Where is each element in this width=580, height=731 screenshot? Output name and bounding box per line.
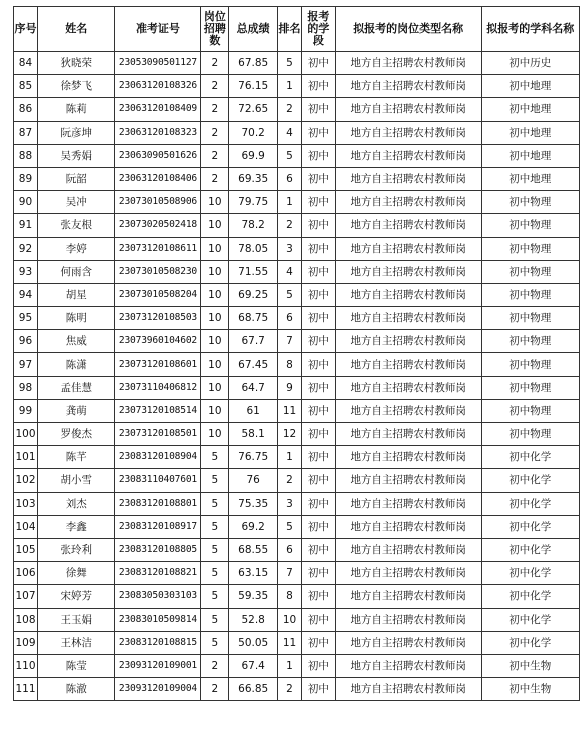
cell-post-type: 地方自主招聘农村教师岗 [335,562,481,585]
cell-school: 初中 [301,608,335,631]
cell-score: 68.55 [229,538,278,561]
table-row [14,469,580,492]
cell-school: 初中 [301,167,335,190]
cell-quota: 2 [201,52,229,75]
cell-exam-id: 23063120108409 [115,98,201,121]
cell-seq: 97 [14,353,38,376]
cell-quota: 10 [201,353,229,376]
table-row [14,283,580,306]
cell-rank: 11 [278,631,302,654]
cell-subject: 初中化学 [481,469,579,492]
cell-seq: 104 [14,515,38,538]
table-row [14,75,580,98]
cell-post-type: 地方自主招聘农村教师岗 [335,469,481,492]
cell-quota: 2 [201,144,229,167]
cell-name: 陈莹 [37,654,115,677]
cell-exam-id: 23073010508204 [115,283,201,306]
cell-school: 初中 [301,492,335,515]
table-row [14,631,580,654]
cell-post-type: 地方自主招聘农村教师岗 [335,144,481,167]
cell-quota: 10 [201,399,229,422]
cell-quota: 5 [201,585,229,608]
cell-school: 初中 [301,52,335,75]
cell-seq: 90 [14,191,38,214]
cell-seq: 86 [14,98,38,121]
cell-score: 67.45 [229,353,278,376]
cell-exam-id: 23083010509814 [115,608,201,631]
table-row [14,538,580,561]
results-table [13,6,580,701]
cell-quota: 5 [201,608,229,631]
cell-school: 初中 [301,330,335,353]
table-row [14,608,580,631]
cell-score: 67.7 [229,330,278,353]
cell-exam-id: 23073010508906 [115,191,201,214]
cell-seq: 91 [14,214,38,237]
cell-subject: 初中物理 [481,214,579,237]
table-row [14,167,580,190]
cell-rank: 2 [278,98,302,121]
cell-score: 71.55 [229,260,278,283]
cell-post-type: 地方自主招聘农村教师岗 [335,654,481,677]
cell-school: 初中 [301,585,335,608]
cell-post-type: 地方自主招聘农村教师岗 [335,283,481,306]
cell-rank: 5 [278,52,302,75]
cell-post-type: 地方自主招聘农村教师岗 [335,191,481,214]
cell-quota: 5 [201,515,229,538]
cell-score: 78.2 [229,214,278,237]
cell-subject: 初中地理 [481,167,579,190]
cell-rank: 2 [278,214,302,237]
cell-quota: 2 [201,121,229,144]
cell-exam-id: 23073120108514 [115,399,201,422]
cell-rank: 10 [278,608,302,631]
cell-name: 徐舞 [37,562,115,585]
cell-school: 初中 [301,353,335,376]
table-row [14,376,580,399]
cell-post-type: 地方自主招聘农村教师岗 [335,538,481,561]
table-row [14,214,580,237]
table-row [14,515,580,538]
table-row [14,52,580,75]
cell-rank: 5 [278,515,302,538]
cell-name: 胡星 [37,283,115,306]
cell-quota: 10 [201,423,229,446]
cell-name: 李鑫 [37,515,115,538]
cell-subject: 初中物理 [481,330,579,353]
cell-exam-id: 23083110407601 [115,469,201,492]
cell-subject: 初中物理 [481,376,579,399]
table-row [14,423,580,446]
cell-seq: 111 [14,678,38,701]
cell-post-type: 地方自主招聘农村教师岗 [335,631,481,654]
cell-exam-id: 23073110406812 [115,376,201,399]
cell-score: 59.35 [229,585,278,608]
table-row [14,585,580,608]
cell-subject: 初中物理 [481,283,579,306]
cell-name: 徐梦飞 [37,75,115,98]
cell-quota: 5 [201,469,229,492]
cell-name: 胡小雪 [37,469,115,492]
cell-subject: 初中物理 [481,399,579,422]
cell-school: 初中 [301,376,335,399]
cell-name: 吴冲 [37,191,115,214]
cell-quota: 10 [201,191,229,214]
header-row [14,7,580,52]
cell-score: 69.9 [229,144,278,167]
cell-school: 初中 [301,121,335,144]
table-row [14,330,580,353]
table-row [14,446,580,469]
cell-score: 72.65 [229,98,278,121]
table-row [14,98,580,121]
cell-seq: 89 [14,167,38,190]
cell-post-type: 地方自主招聘农村教师岗 [335,678,481,701]
cell-exam-id: 23063090501626 [115,144,201,167]
cell-name: 阮彦坤 [37,121,115,144]
cell-rank: 6 [278,538,302,561]
cell-score: 63.15 [229,562,278,585]
cell-subject: 初中地理 [481,75,579,98]
cell-exam-id: 23083120108815 [115,631,201,654]
cell-seq: 84 [14,52,38,75]
cell-exam-id: 23083120108805 [115,538,201,561]
cell-score: 68.75 [229,307,278,330]
cell-school: 初中 [301,191,335,214]
table-row [14,399,580,422]
cell-exam-id: 23063120108406 [115,167,201,190]
table-row [14,191,580,214]
cell-quota: 2 [201,654,229,677]
cell-post-type: 地方自主招聘农村教师岗 [335,167,481,190]
header-seq: 序号 [14,7,38,52]
header-quota: 岗位招聘数 [201,7,229,52]
cell-exam-id: 23073010508230 [115,260,201,283]
cell-name: 刘杰 [37,492,115,515]
cell-score: 75.35 [229,492,278,515]
cell-score: 50.05 [229,631,278,654]
header-score: 总成绩 [229,7,278,52]
cell-quota: 10 [201,307,229,330]
cell-quota: 5 [201,631,229,654]
cell-post-type: 地方自主招聘农村教师岗 [335,307,481,330]
cell-name: 陈澈 [37,678,115,701]
cell-name: 龚萌 [37,399,115,422]
table-row [14,492,580,515]
cell-school: 初中 [301,562,335,585]
cell-quota: 10 [201,260,229,283]
cell-exam-id: 23073120108611 [115,237,201,260]
cell-score: 76 [229,469,278,492]
cell-quota: 2 [201,75,229,98]
cell-rank: 12 [278,423,302,446]
cell-post-type: 地方自主招聘农村教师岗 [335,515,481,538]
table-row [14,121,580,144]
cell-name: 何雨含 [37,260,115,283]
cell-seq: 101 [14,446,38,469]
cell-score: 67.4 [229,654,278,677]
cell-subject: 初中化学 [481,515,579,538]
cell-name: 陈明 [37,307,115,330]
cell-seq: 99 [14,399,38,422]
cell-quota: 5 [201,562,229,585]
cell-rank: 3 [278,237,302,260]
cell-exam-id: 23093120109004 [115,678,201,701]
cell-quota: 2 [201,98,229,121]
cell-school: 初中 [301,678,335,701]
cell-post-type: 地方自主招聘农村教师岗 [335,260,481,283]
cell-post-type: 地方自主招聘农村教师岗 [335,52,481,75]
cell-post-type: 地方自主招聘农村教师岗 [335,121,481,144]
cell-exam-id: 23073120108501 [115,423,201,446]
cell-seq: 87 [14,121,38,144]
table-row [14,307,580,330]
cell-post-type: 地方自主招聘农村教师岗 [335,446,481,469]
cell-school: 初中 [301,98,335,121]
cell-name: 王玉娟 [37,608,115,631]
cell-name: 宋婷芳 [37,585,115,608]
cell-rank: 11 [278,399,302,422]
header-subject: 拟报考的学科名称 [481,7,579,52]
cell-exam-id: 23083050303103 [115,585,201,608]
cell-score: 66.85 [229,678,278,701]
cell-name: 阮韶 [37,167,115,190]
cell-school: 初中 [301,214,335,237]
cell-quota: 2 [201,167,229,190]
table-row [14,260,580,283]
cell-exam-id: 23053090501127 [115,52,201,75]
cell-school: 初中 [301,446,335,469]
cell-subject: 初中物理 [481,260,579,283]
cell-rank: 5 [278,283,302,306]
cell-name: 陈芊 [37,446,115,469]
cell-subject: 初中物理 [481,237,579,260]
cell-score: 64.7 [229,376,278,399]
cell-subject: 初中生物 [481,654,579,677]
cell-quota: 5 [201,538,229,561]
cell-school: 初中 [301,469,335,492]
cell-seq: 92 [14,237,38,260]
cell-post-type: 地方自主招聘农村教师岗 [335,98,481,121]
table-row [14,654,580,677]
cell-score: 79.75 [229,191,278,214]
cell-score: 76.75 [229,446,278,469]
cell-exam-id: 23083120108904 [115,446,201,469]
cell-rank: 7 [278,562,302,585]
cell-subject: 初中化学 [481,492,579,515]
cell-subject: 初中物理 [481,423,579,446]
cell-quota: 2 [201,678,229,701]
cell-post-type: 地方自主招聘农村教师岗 [335,423,481,446]
cell-exam-id: 23063120108326 [115,75,201,98]
cell-exam-id: 23073960104602 [115,330,201,353]
table-body [14,52,580,701]
header-name: 姓名 [37,7,115,52]
cell-subject: 初中地理 [481,98,579,121]
cell-score: 67.85 [229,52,278,75]
cell-quota: 10 [201,214,229,237]
cell-post-type: 地方自主招聘农村教师岗 [335,608,481,631]
cell-school: 初中 [301,237,335,260]
cell-name: 陈潇 [37,353,115,376]
cell-seq: 103 [14,492,38,515]
cell-seq: 110 [14,654,38,677]
cell-school: 初中 [301,399,335,422]
cell-school: 初中 [301,654,335,677]
cell-school: 初中 [301,538,335,561]
cell-seq: 93 [14,260,38,283]
cell-school: 初中 [301,307,335,330]
cell-seq: 107 [14,585,38,608]
cell-seq: 88 [14,144,38,167]
cell-rank: 9 [278,376,302,399]
cell-subject: 初中地理 [481,121,579,144]
cell-rank: 2 [278,678,302,701]
cell-rank: 8 [278,585,302,608]
cell-subject: 初中历史 [481,52,579,75]
cell-school: 初中 [301,515,335,538]
cell-subject: 初中化学 [481,631,579,654]
cell-rank: 1 [278,191,302,214]
cell-post-type: 地方自主招聘农村教师岗 [335,330,481,353]
cell-subject: 初中化学 [481,608,579,631]
cell-rank: 6 [278,167,302,190]
results-sheet [13,6,580,701]
cell-subject: 初中生物 [481,678,579,701]
cell-score: 58.1 [229,423,278,446]
cell-seq: 98 [14,376,38,399]
cell-quota: 10 [201,283,229,306]
cell-rank: 1 [278,654,302,677]
cell-rank: 5 [278,144,302,167]
table-row [14,237,580,260]
cell-name: 孟佳慧 [37,376,115,399]
cell-subject: 初中化学 [481,585,579,608]
cell-score: 69.25 [229,283,278,306]
cell-exam-id: 23073020502418 [115,214,201,237]
cell-subject: 初中物理 [481,307,579,330]
cell-subject: 初中化学 [481,446,579,469]
table-row [14,144,580,167]
cell-rank: 1 [278,75,302,98]
cell-seq: 95 [14,307,38,330]
cell-exam-id: 23083120108821 [115,562,201,585]
cell-name: 李婷 [37,237,115,260]
cell-score: 69.2 [229,515,278,538]
cell-seq: 108 [14,608,38,631]
cell-school: 初中 [301,283,335,306]
cell-post-type: 地方自主招聘农村教师岗 [335,214,481,237]
cell-score: 78.05 [229,237,278,260]
cell-seq: 105 [14,538,38,561]
cell-seq: 102 [14,469,38,492]
cell-rank: 1 [278,446,302,469]
cell-quota: 5 [201,492,229,515]
cell-name: 张玲利 [37,538,115,561]
header-rank: 排名 [278,7,302,52]
cell-name: 王林洁 [37,631,115,654]
cell-name: 焦威 [37,330,115,353]
cell-rank: 6 [278,307,302,330]
cell-rank: 4 [278,121,302,144]
cell-post-type: 地方自主招聘农村教师岗 [335,399,481,422]
cell-quota: 5 [201,446,229,469]
table-row [14,353,580,376]
cell-school: 初中 [301,423,335,446]
cell-subject: 初中物理 [481,191,579,214]
cell-score: 61 [229,399,278,422]
cell-name: 吴秀娟 [37,144,115,167]
cell-name: 陈莉 [37,98,115,121]
table-row [14,562,580,585]
cell-rank: 3 [278,492,302,515]
cell-post-type: 地方自主招聘农村教师岗 [335,585,481,608]
cell-subject: 初中地理 [481,144,579,167]
cell-score: 70.2 [229,121,278,144]
cell-school: 初中 [301,631,335,654]
cell-name: 狄晓荣 [37,52,115,75]
cell-school: 初中 [301,144,335,167]
cell-post-type: 地方自主招聘农村教师岗 [335,75,481,98]
cell-seq: 100 [14,423,38,446]
cell-seq: 94 [14,283,38,306]
cell-subject: 初中物理 [481,353,579,376]
table-row [14,678,580,701]
cell-exam-id: 23073120108503 [115,307,201,330]
cell-score: 76.15 [229,75,278,98]
cell-exam-id: 23083120108917 [115,515,201,538]
cell-subject: 初中化学 [481,562,579,585]
cell-school: 初中 [301,260,335,283]
cell-rank: 2 [278,469,302,492]
header-post-type: 拟报考的岗位类型名称 [335,7,481,52]
cell-subject: 初中化学 [481,538,579,561]
cell-post-type: 地方自主招聘农村教师岗 [335,492,481,515]
cell-rank: 4 [278,260,302,283]
cell-rank: 7 [278,330,302,353]
cell-name: 张友根 [37,214,115,237]
cell-score: 69.35 [229,167,278,190]
cell-seq: 96 [14,330,38,353]
cell-exam-id: 23063120108323 [115,121,201,144]
cell-school: 初中 [301,75,335,98]
cell-score: 52.8 [229,608,278,631]
cell-post-type: 地方自主招聘农村教师岗 [335,376,481,399]
cell-seq: 109 [14,631,38,654]
cell-quota: 10 [201,330,229,353]
cell-exam-id: 23073120108601 [115,353,201,376]
cell-exam-id: 23083120108801 [115,492,201,515]
header-school: 报考的学段 [301,7,335,52]
cell-seq: 85 [14,75,38,98]
header-exam-id: 准考证号 [115,7,201,52]
cell-rank: 8 [278,353,302,376]
cell-exam-id: 23093120109001 [115,654,201,677]
cell-post-type: 地方自主招聘农村教师岗 [335,237,481,260]
cell-post-type: 地方自主招聘农村教师岗 [335,353,481,376]
cell-seq: 106 [14,562,38,585]
cell-quota: 10 [201,376,229,399]
cell-quota: 10 [201,237,229,260]
cell-name: 罗俊杰 [37,423,115,446]
